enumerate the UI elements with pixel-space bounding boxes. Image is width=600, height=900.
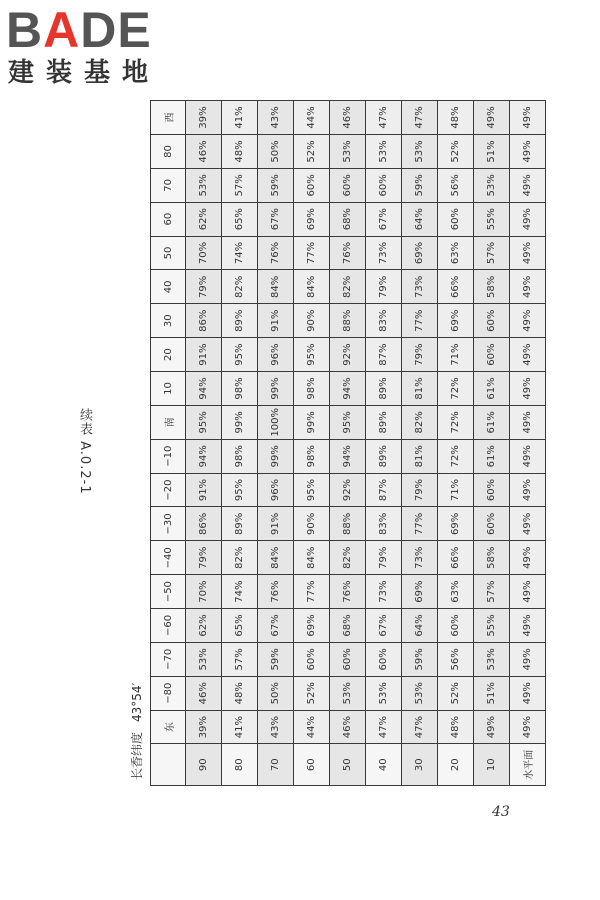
corner-cell <box>151 744 186 786</box>
table-cell: 59% <box>258 642 294 676</box>
table-cell: 77% <box>402 507 438 541</box>
table-cell: 39% <box>186 710 222 744</box>
table-row <box>366 101 402 786</box>
table-cell: 47% <box>366 101 402 135</box>
table-cell: 43% <box>258 710 294 744</box>
table-cell: 43% <box>258 101 294 135</box>
row-header: 80 <box>222 744 258 786</box>
table-cell: 46% <box>330 710 366 744</box>
table-cell: 49% <box>510 270 546 304</box>
table-cell: 94% <box>330 372 366 406</box>
table-cell: 82% <box>330 270 366 304</box>
column-header: −10 <box>151 439 186 473</box>
table-cell: 99% <box>222 405 258 439</box>
column-header: −20 <box>151 473 186 507</box>
table-cell: 49% <box>510 676 546 710</box>
table-cell: 49% <box>474 710 510 744</box>
table-cell: 72% <box>438 405 474 439</box>
table-cell: 82% <box>402 405 438 439</box>
table-cell: 49% <box>510 202 546 236</box>
table-cell: 53% <box>366 676 402 710</box>
table-cell: 56% <box>438 642 474 676</box>
table-cell: 49% <box>510 473 546 507</box>
table-cell: 53% <box>330 676 366 710</box>
table-cell: 68% <box>330 202 366 236</box>
row-header: 60 <box>294 744 330 786</box>
table-cell: 71% <box>438 473 474 507</box>
table-cell: 49% <box>510 101 546 135</box>
table-cell: 95% <box>294 473 330 507</box>
table-cell: 59% <box>258 168 294 202</box>
table-cell: 95% <box>222 473 258 507</box>
table-cell: 92% <box>330 338 366 372</box>
table-cell: 73% <box>402 541 438 575</box>
table-cell: 53% <box>186 168 222 202</box>
table-cell: 49% <box>510 338 546 372</box>
rotated-table-region <box>120 100 535 786</box>
table-cell: 60% <box>474 507 510 541</box>
table-cell: 49% <box>510 304 546 338</box>
table-cell: 91% <box>258 304 294 338</box>
table-cell: 49% <box>510 405 546 439</box>
table-cell: 98% <box>294 372 330 406</box>
table-cell: 84% <box>294 270 330 304</box>
table-cell: 81% <box>402 372 438 406</box>
column-header: 西 <box>151 101 186 135</box>
table-cell: 53% <box>366 135 402 169</box>
table-cell: 94% <box>330 439 366 473</box>
table-cell: 69% <box>402 575 438 609</box>
table-cell: 77% <box>402 304 438 338</box>
table-cell: 84% <box>258 270 294 304</box>
data-table <box>150 100 546 786</box>
column-header: 东 <box>151 710 186 744</box>
table-cell: 76% <box>330 236 366 270</box>
table-cell: 65% <box>222 202 258 236</box>
table-cell: 95% <box>222 338 258 372</box>
row-header: 50 <box>330 744 366 786</box>
table-cell: 63% <box>438 236 474 270</box>
table-cell: 62% <box>186 202 222 236</box>
table-cell: 49% <box>510 372 546 406</box>
table-cell: 87% <box>366 473 402 507</box>
table-cell: 89% <box>222 304 258 338</box>
table-row <box>222 101 258 786</box>
table-cell: 49% <box>510 507 546 541</box>
table-cell: 71% <box>438 338 474 372</box>
row-header: 20 <box>438 744 474 786</box>
table-cell: 52% <box>294 676 330 710</box>
table-cell: 91% <box>258 507 294 541</box>
table-cell: 62% <box>186 609 222 643</box>
column-header: −30 <box>151 507 186 541</box>
table-cell: 52% <box>294 135 330 169</box>
column-header: 20 <box>151 338 186 372</box>
table-cell: 95% <box>294 338 330 372</box>
table-cell: 82% <box>222 541 258 575</box>
table-cell: 90% <box>294 507 330 541</box>
table-cell: 99% <box>258 439 294 473</box>
column-header: −60 <box>151 609 186 643</box>
table-cell: 69% <box>402 236 438 270</box>
table-cell: 55% <box>474 202 510 236</box>
corner-label: 长香 <box>130 755 144 780</box>
table-cell: 47% <box>366 710 402 744</box>
table-cell: 79% <box>186 541 222 575</box>
table-row <box>294 101 330 786</box>
table-cell: 73% <box>366 575 402 609</box>
column-header: 70 <box>151 168 186 202</box>
table-cell: 51% <box>474 135 510 169</box>
table-cell: 88% <box>330 304 366 338</box>
table-cell: 69% <box>294 609 330 643</box>
table-cell: 89% <box>366 372 402 406</box>
table-cell: 94% <box>186 372 222 406</box>
table-cell: 79% <box>366 270 402 304</box>
row-header: 10 <box>474 744 510 786</box>
logo-wordmark: BADE <box>6 2 152 58</box>
table-cell: 60% <box>294 642 330 676</box>
table-cell: 73% <box>366 236 402 270</box>
table-cell: 67% <box>366 202 402 236</box>
table-cell: 56% <box>438 168 474 202</box>
table-cell: 60% <box>438 202 474 236</box>
table-cell: 69% <box>438 507 474 541</box>
table-cell: 60% <box>474 304 510 338</box>
table-cell: 87% <box>366 338 402 372</box>
table-cell: 67% <box>258 609 294 643</box>
table-cell: 79% <box>402 338 438 372</box>
table-row <box>438 101 474 786</box>
table-cell: 44% <box>294 101 330 135</box>
table-cell: 61% <box>474 439 510 473</box>
table-cell: 52% <box>438 135 474 169</box>
table-cell: 60% <box>330 168 366 202</box>
table-cell: 69% <box>438 304 474 338</box>
table-cell: 98% <box>222 439 258 473</box>
table-cell: 64% <box>402 609 438 643</box>
table-cell: 60% <box>474 473 510 507</box>
column-header: 50 <box>151 236 186 270</box>
table-cell: 53% <box>474 168 510 202</box>
table-cell: 77% <box>294 236 330 270</box>
table-cell: 59% <box>402 168 438 202</box>
table-cell: 96% <box>258 338 294 372</box>
column-header: 30 <box>151 304 186 338</box>
table-cell: 79% <box>366 541 402 575</box>
table-cell: 91% <box>186 338 222 372</box>
table-cell: 100% <box>258 405 294 439</box>
table-cell: 58% <box>474 541 510 575</box>
table-cell: 46% <box>186 676 222 710</box>
table-cell: 76% <box>258 236 294 270</box>
table-cell: 46% <box>330 101 366 135</box>
table-cell: 76% <box>258 575 294 609</box>
table-cell: 39% <box>186 101 222 135</box>
table-cell: 92% <box>330 473 366 507</box>
table-cell: 72% <box>438 439 474 473</box>
column-header: −40 <box>151 541 186 575</box>
table-cell: 72% <box>438 372 474 406</box>
table-cell: 70% <box>186 236 222 270</box>
latitude-label <box>128 683 145 756</box>
table-cell: 82% <box>222 270 258 304</box>
table-cell: 73% <box>402 270 438 304</box>
table-content <box>120 100 535 786</box>
table-cell: 49% <box>510 541 546 575</box>
table-cell: 77% <box>294 575 330 609</box>
table-cell: 47% <box>402 101 438 135</box>
table-row <box>330 101 366 786</box>
table-cell: 98% <box>222 372 258 406</box>
table-cell: 99% <box>294 405 330 439</box>
table-row <box>186 101 222 786</box>
table-cell: 48% <box>438 101 474 135</box>
table-cell: 53% <box>402 676 438 710</box>
table-cell: 83% <box>366 507 402 541</box>
table-title: 续表 A.0.2-1 <box>77 408 92 495</box>
table-cell: 67% <box>258 202 294 236</box>
page-number: 43 <box>492 804 510 820</box>
table-cell: 89% <box>366 405 402 439</box>
column-header: 80 <box>151 135 186 169</box>
table-cell: 51% <box>474 676 510 710</box>
table-cell: 61% <box>474 372 510 406</box>
column-header: 40 <box>151 270 186 304</box>
column-header: −80 <box>151 676 186 710</box>
row-header: 70 <box>258 744 294 786</box>
latitude-label-text: 纬度 <box>130 731 144 756</box>
table-cell: 66% <box>438 270 474 304</box>
table-cell: 55% <box>474 609 510 643</box>
table-cell: 48% <box>222 135 258 169</box>
table-cell: 59% <box>402 642 438 676</box>
table-cell: 41% <box>222 710 258 744</box>
row-header: 90 <box>186 744 222 786</box>
table-row <box>474 101 510 786</box>
table-cell: 79% <box>402 473 438 507</box>
table-cell: 60% <box>474 338 510 372</box>
table-cell: 49% <box>510 168 546 202</box>
table-cell: 53% <box>402 135 438 169</box>
table-cell: 81% <box>402 439 438 473</box>
table-cell: 60% <box>366 168 402 202</box>
table-cell: 64% <box>402 202 438 236</box>
table-row <box>258 101 294 786</box>
table-cell: 49% <box>510 135 546 169</box>
table-cell: 49% <box>510 609 546 643</box>
table-cell: 61% <box>474 405 510 439</box>
table-cell: 49% <box>510 710 546 744</box>
table-cell: 57% <box>222 642 258 676</box>
table-cell: 84% <box>258 541 294 575</box>
table-cell: 60% <box>366 642 402 676</box>
table-cell: 84% <box>294 541 330 575</box>
table-cell: 89% <box>366 439 402 473</box>
row-header: 40 <box>366 744 402 786</box>
table-cell: 86% <box>186 507 222 541</box>
column-header: 60 <box>151 202 186 236</box>
table-cell: 63% <box>438 575 474 609</box>
bade-logo <box>6 4 176 88</box>
table-cell: 60% <box>438 609 474 643</box>
table-cell: 68% <box>330 609 366 643</box>
table-cell: 66% <box>438 541 474 575</box>
table-cell: 53% <box>474 642 510 676</box>
table-cell: 49% <box>510 439 546 473</box>
table-cell: 48% <box>438 710 474 744</box>
logo-subtitle: 建装基地 <box>8 58 161 88</box>
table-cell: 88% <box>330 507 366 541</box>
table-cell: 50% <box>258 676 294 710</box>
table-cell: 44% <box>294 710 330 744</box>
table-cell: 83% <box>366 304 402 338</box>
table-cell: 82% <box>330 541 366 575</box>
table-cell: 50% <box>258 135 294 169</box>
table-cell: 74% <box>222 236 258 270</box>
column-header: −70 <box>151 642 186 676</box>
table-cell: 69% <box>294 202 330 236</box>
column-header: −50 <box>151 575 186 609</box>
table-cell: 99% <box>258 372 294 406</box>
column-header: 南 <box>151 405 186 439</box>
table-cell: 79% <box>186 270 222 304</box>
row-header: 水平面 <box>510 744 546 786</box>
table-cell: 74% <box>222 575 258 609</box>
row-header: 30 <box>402 744 438 786</box>
table-cell: 89% <box>222 507 258 541</box>
table-cell: 58% <box>474 270 510 304</box>
table-cell: 49% <box>510 575 546 609</box>
table-cell: 41% <box>222 101 258 135</box>
table-cell: 65% <box>222 609 258 643</box>
table-cell: 47% <box>402 710 438 744</box>
table-cell: 49% <box>474 101 510 135</box>
table-cell: 90% <box>294 304 330 338</box>
table-cell: 91% <box>186 473 222 507</box>
table-cell: 53% <box>186 642 222 676</box>
table-cell: 60% <box>294 168 330 202</box>
table-cell: 60% <box>330 642 366 676</box>
table-cell: 70% <box>186 575 222 609</box>
table-cell: 95% <box>330 405 366 439</box>
table-cell: 46% <box>186 135 222 169</box>
table-cell: 57% <box>222 168 258 202</box>
table-cell: 96% <box>258 473 294 507</box>
table-cell: 86% <box>186 304 222 338</box>
table-cell: 98% <box>294 439 330 473</box>
table-cell: 57% <box>474 236 510 270</box>
table-cell: 52% <box>438 676 474 710</box>
table-cell: 53% <box>330 135 366 169</box>
latitude-value: 43°54′ <box>130 682 144 722</box>
table-row <box>402 101 438 786</box>
table-cell: 76% <box>330 575 366 609</box>
table-cell: 49% <box>510 236 546 270</box>
table-cell: 95% <box>186 405 222 439</box>
table-cell: 57% <box>474 575 510 609</box>
table-header-row <box>151 101 186 786</box>
table-cell: 49% <box>510 642 546 676</box>
table-row <box>510 101 546 786</box>
column-header: 10 <box>151 372 186 406</box>
table-cell: 48% <box>222 676 258 710</box>
table-cell: 67% <box>366 609 402 643</box>
table-body <box>186 101 546 786</box>
table-cell: 94% <box>186 439 222 473</box>
